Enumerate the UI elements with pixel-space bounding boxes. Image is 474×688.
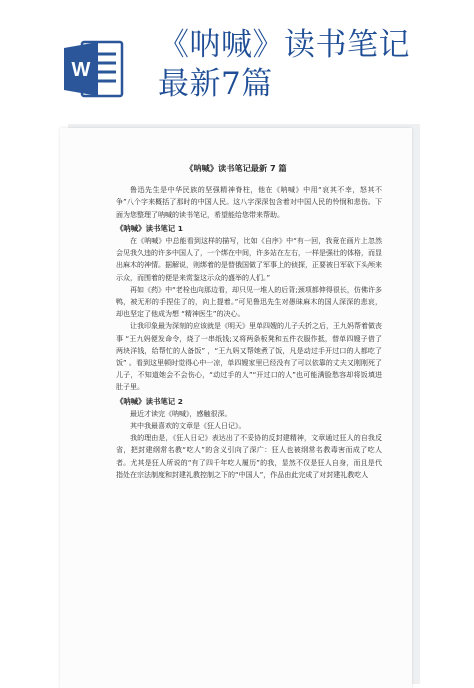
page-title (158, 26, 458, 104)
section-heading-2: 《呐喊》读书笔记 2 (116, 396, 183, 406)
paragraph: 最近才读完《呐喊》，感触很深。 (130, 409, 232, 418)
cover-header (0, 0, 474, 120)
title-line-1: 《呐喊》读书笔记 (158, 27, 410, 63)
document-content (60, 128, 412, 669)
paragraph: 让我印象最为深刻的应该就是《明天》里单四嫂的儿子夭折之后，王九妈帮着做丧事 “王九妈便发命令，烧了一串纸钱;又将两条板凳和五件衣服作抵，替单四嫂子借了两块洋钱，给帮忙的人备饭” ，“王九妈又帮她煮了饭，凡是动过手开过口的人都吃了饭” 。看到这里顿时觉得心中一凉，单四嫂家里已经没有了可以依靠的丈夫又刚刚死了儿子，不知道她会不会伤心，“动过手的人”“开过口的人”也可能满脸愁容却将饭填进肚子里。 (116, 322, 382, 392)
paragraph: 我的理由是，《狂人日记》表达出了不妥协的反封建精神，文章通过狂人的自我反省，把封建纲常名教“吃人”的含义引向了深广：狂人也被纲常名教毒害而成了吃人者。尤其是狂人所说的“有了四千年吃人履历”的我，显然不仅是狂人自身，而且是代指处在宗法制度和封建礼教控制之下的“中国人”，作品由此完成了对封建礼教吃人 (116, 434, 382, 479)
document-title: 《呐喊》读书笔记最新 7 篇 (185, 163, 287, 173)
section-heading-1: 《呐喊》读书笔记 1 (116, 223, 183, 233)
word-icon-letter: W (71, 59, 91, 81)
title-line-2: 最新7篇 (158, 66, 273, 102)
paragraph: 其中我最喜欢的文章是《狂人日记》。 (130, 422, 246, 431)
word-document-icon (64, 38, 124, 100)
paragraph: 在《呐喊》中总能看到这样的描写，比如《自序》中“有一回，我竟在画片上忽然会见我久违的许多中国人了，一个绑在中间，许多站在左右，一样是强壮的体格，而显出麻木的神情。据解说，则绑着的是替俄国做了军事上的侦探，正要被日军砍下头颅来示众，而围着的便是来赏鉴这示众的盛举的人们。” (116, 237, 382, 282)
intro-paragraph: 鲁迅先生是中华民族的坚强精神脊柱，他在《呐喊》中用“哀其不幸，怒其不争”八个字来概括了那时的中国人民。这八字深深包含着对中国人民的怜悯和悲伤。下面为您整理了呐喊的读书笔记，希望能给您带来帮助。 (116, 186, 382, 219)
paragraph: 再如《药》中“老栓也向那边看，却只见一堆人的后背;颈项都伸得很长，仿佛许多鸭，被无形的手捏住了的，向上提着。”可见鲁迅先生对愚昧麻木的国人深深的悲哀，却也坚定了他成为想 “精神医生”的决心。 (116, 285, 382, 319)
